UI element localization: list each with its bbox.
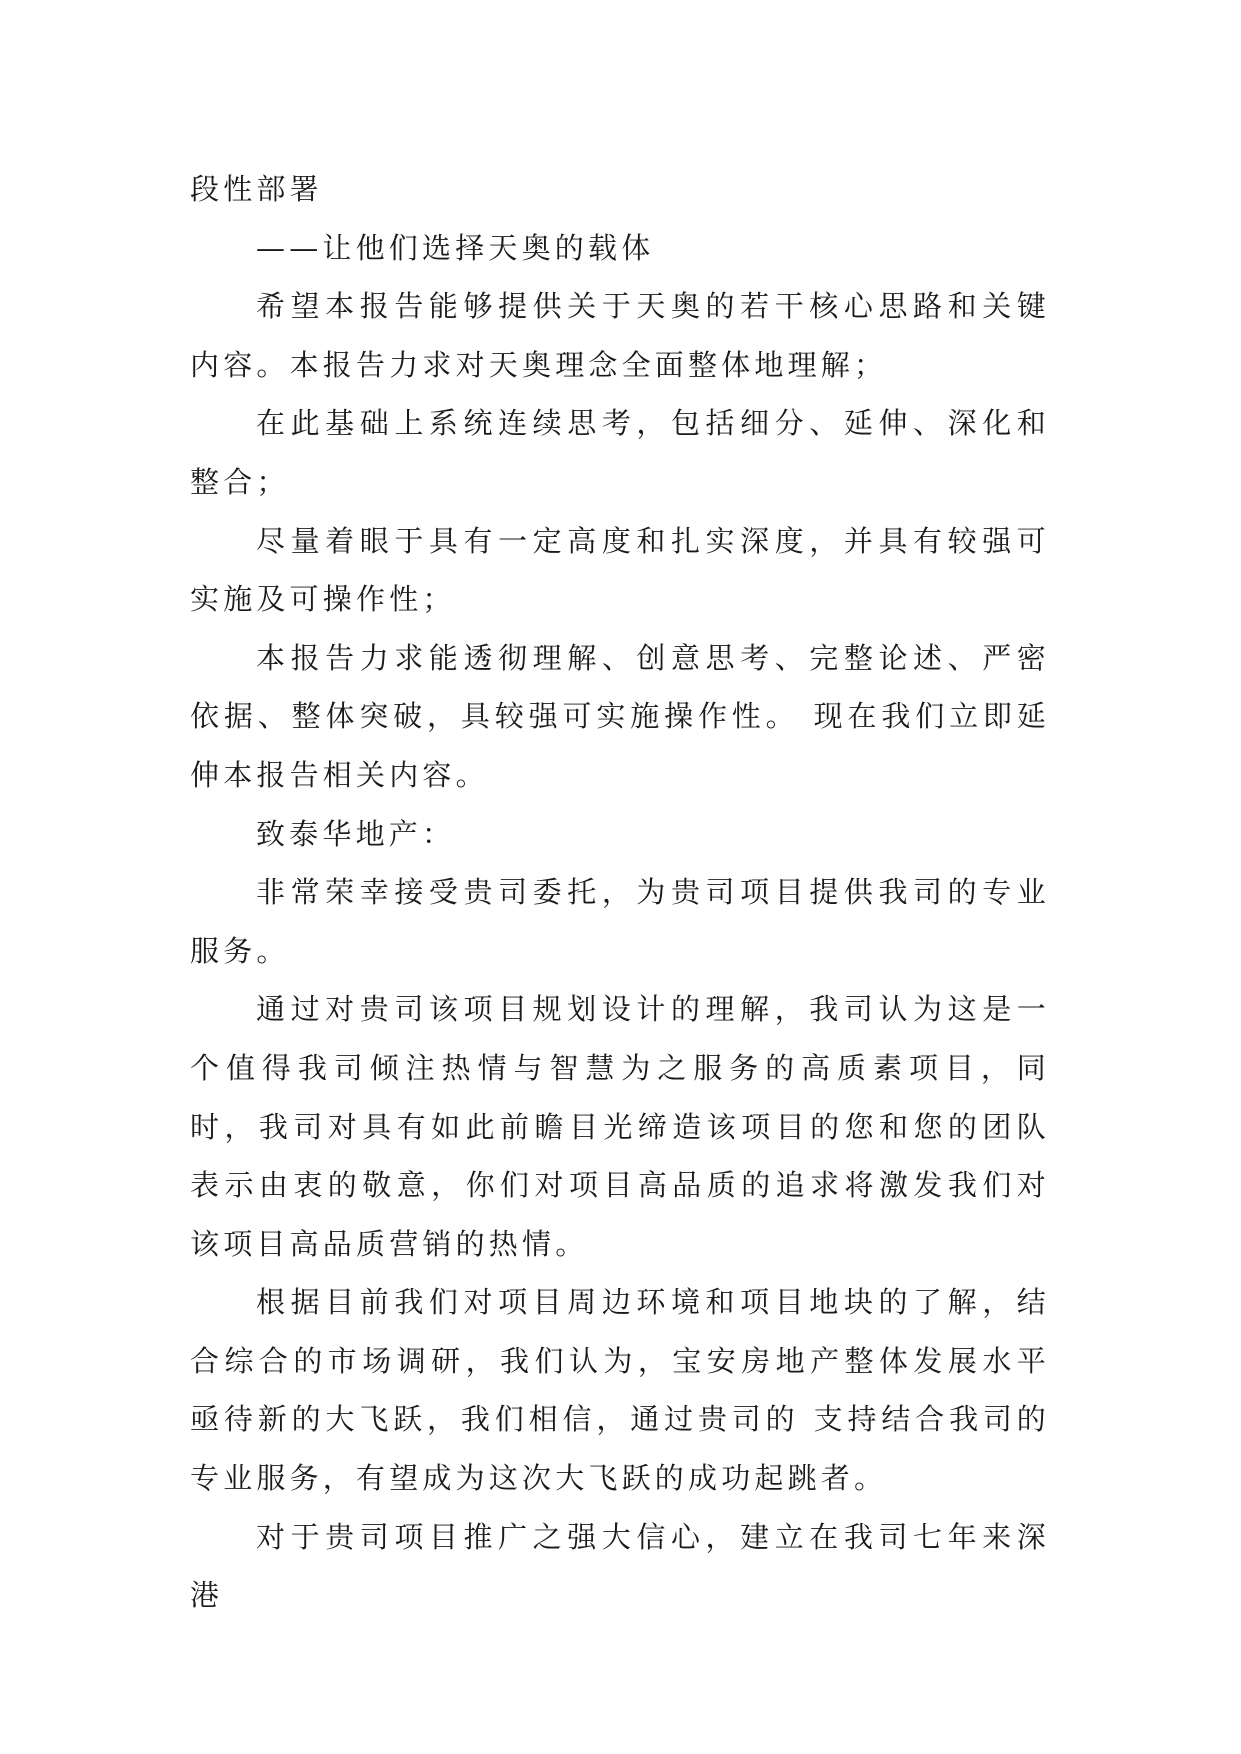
paragraph-1: 段性部署 [190, 172, 323, 206]
paragraph-4: 在此基础上系统连续思考，包括细分、延伸、深化和整合； [190, 406, 1050, 499]
paragraph-5: 尽量着眼于具有一定高度和扎实深度，并具有较强可实施及可操作性； [190, 523, 1050, 617]
document-body [190, 160, 1050, 1625]
paragraph-10: 根据目前我们对项目周边环境和项目地块的了解，结合综合的市场调研，我们认为，宝安房地产整体发展水平亟待新的大飞跃，我们相信，通过贵司的 支持结合我司的专业服务，有望成为这次大飞跃的成功起跳者。 [190, 1285, 1050, 1496]
paragraph-3: 希望本报告能够提供关于天奥的若干核心思路和关键内容。本报告力求对天奥理念全面整体地理解； [190, 289, 1050, 382]
paragraph-9: 通过对贵司该项目规划设计的理解，我司认为这是一个值得我司倾注热情与智慧为之服务的高质素项目，同时，我司对具有如此前瞻目光缔造该项目的您和您的团队表示由衷的敬意，你们对项目高品质的追求将激发我们对该项目高品质营销的热情。 [190, 992, 1050, 1261]
paragraph-6: 本报告力求能透彻理解、创意思考、完整论述、严密依据、整体突破，具较强可实施操作性。 现在我们立即延伸本报告相关内容。 [190, 640, 1050, 792]
paragraph-2: ——让他们选择天奥的载体 [256, 230, 655, 265]
paragraph-11: 对于贵司项目推广之强大信心，建立在我司七年来深港 [190, 1519, 1050, 1613]
paragraph-8: 非常荣幸接受贵司委托，为贵司项目提供我司的专业服务。 [190, 875, 1050, 968]
paragraph-7: 致泰华地产： [256, 816, 456, 851]
